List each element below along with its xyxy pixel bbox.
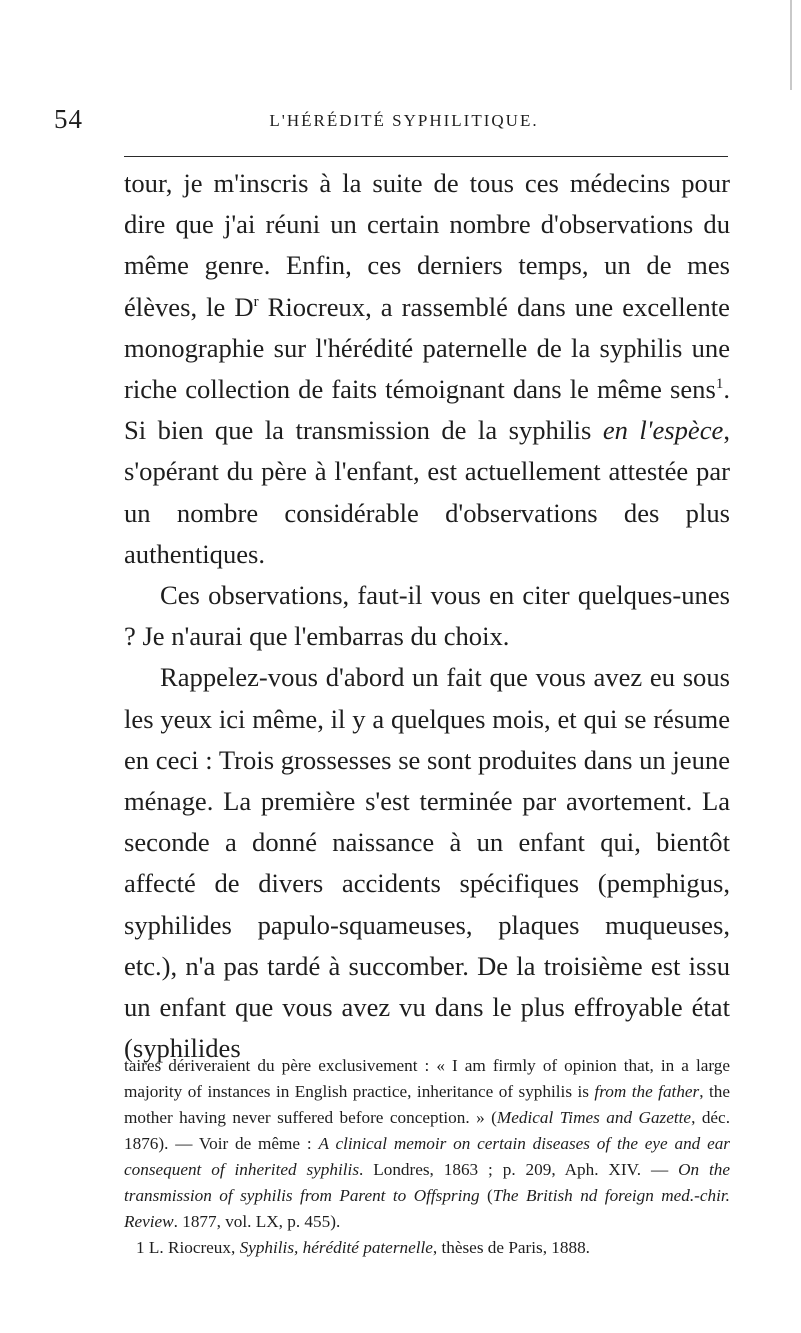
paragraph-3: Rappelez-vous d'abord un fait que vous avez eu sous les yeux ici même, il y a quelques mois, et qui se résume en ceci : Trois grossesses se sont produites dans un jeune ménage. La première s'est terminée par avortement. La seconde a donné naissance à un enfant qui, bientôt affecté de divers accidents spécifiques (pemphigus, syphilides papulo-squameuses, plaques muqueuses, etc.), n'a pas tardé à succomber. De la troisième est issu un enfant que vous avez vu dans le plus effroyable état (syphilides [124,662,730,1064]
superscript-r: r [253,293,259,310]
footnote-1: 1 L. Riocreux, Syphilis, hérédité paternelle, thèses de Paris, 1888. [136,1238,590,1257]
footnotes [124,1053,730,1261]
scan-mark [790,0,792,90]
footnote-marker: 1 [715,376,724,393]
page-number: 54 [54,104,83,134]
header-rule [124,156,728,157]
footnote-continuation: taires dériveraient du père exclusivement : « I am firmly of opinion that, in a large majority of instances in English practice, inheritance of syphilis is from the father, the mother having never suffered before conception. » (Medical Times and Gazette, déc. 1876). — Voir de même : A clinical memoir on certain diseases of the eye and ear consequent of inherited syphilis. Londres, 1863 ; p. 209, Aph. XIV. — On the transmission of syphilis from Parent to Offspring (The British nd foreign med.-chir. Review. 1877, vol. LX, p. 455). [124,1056,731,1231]
paragraph-2: Ces observations, faut-il vous en citer quelques-unes ? Je n'aurai que l'embarras du choix. [124,580,730,652]
body-text [124,163,730,1069]
paragraph-1: tour, je m'inscris à la suite de tous ces médecins pour dire que j'ai réuni un certain nombre d'observations du même genre. Enfin, ces derniers temps, un de mes élèves, le $D^r$ Riocreux, a rassemblé dans une excellente monographie sur l'hérédité paternelle de la syphilis une riche collection de faits témoignant dans le même sens$^1$. Si bien que la transmission de la syphilis en l'espèce, s'opérant du père à l'enfant, est actuellement attestée par un nombre considérable d'observations des plus authentiques. [124,168,730,569]
running-head: L'HÉRÉDITÉ SYPHILITIQUE. [269,111,539,130]
page-header [54,104,754,138]
footnote-number: 1 [136,1238,145,1257]
